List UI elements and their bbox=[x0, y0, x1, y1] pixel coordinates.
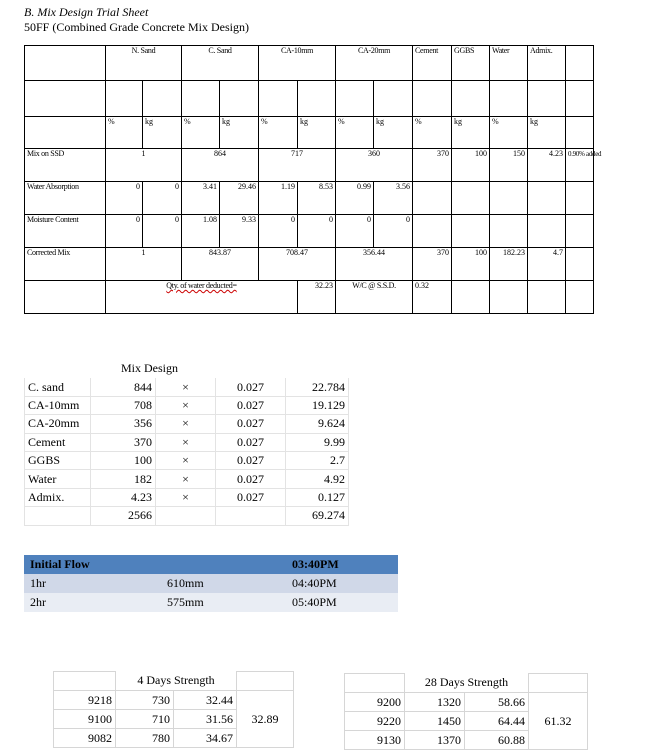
table-row bbox=[345, 693, 588, 712]
mix-design-factor: 0.027 bbox=[216, 396, 286, 414]
mix-design-name: CA-20mm bbox=[25, 415, 91, 433]
qty-water-value: 32.23 bbox=[298, 281, 336, 314]
flow-time: 04:40PM bbox=[286, 574, 398, 593]
row-label: Corrected Mix bbox=[25, 248, 106, 281]
cell: 0 bbox=[106, 215, 143, 248]
mix-design-op: × bbox=[156, 378, 216, 396]
unit-cell: % bbox=[490, 117, 528, 149]
unit-cell: kg bbox=[452, 117, 490, 149]
unit-cell: kg bbox=[220, 117, 259, 149]
mix-design-factor: 0.027 bbox=[216, 470, 286, 488]
mix-design-qty: 100 bbox=[91, 451, 156, 469]
total-qty: 2566 bbox=[91, 507, 156, 525]
strength-28-title: 28 Days Strength bbox=[424, 675, 509, 690]
mix-design-name: CA-10mm bbox=[25, 396, 91, 414]
table-row bbox=[25, 396, 349, 414]
unit-cell: kg bbox=[143, 117, 182, 149]
flow-value: 610mm bbox=[161, 574, 286, 593]
mix-design-qty: 356 bbox=[91, 415, 156, 433]
cell: 0 bbox=[106, 182, 143, 215]
table-row bbox=[25, 415, 349, 433]
cell: 60.88 bbox=[465, 731, 529, 750]
row-label: Water Absorption bbox=[25, 182, 106, 215]
cell: 710 bbox=[116, 710, 174, 729]
table-row bbox=[54, 691, 294, 710]
flow-header-value bbox=[161, 555, 286, 574]
unit-cell: % bbox=[106, 117, 143, 149]
cell: 0 bbox=[336, 215, 374, 248]
flow-value: 575mm bbox=[161, 593, 286, 612]
cell: 3.56 bbox=[374, 182, 413, 215]
mix-design-table bbox=[24, 359, 349, 526]
cell: 0 bbox=[143, 215, 182, 248]
cell: 0 bbox=[298, 215, 336, 248]
cell: 0 bbox=[259, 215, 298, 248]
mix-design-result: 19.129 bbox=[286, 396, 349, 414]
cell: 0 bbox=[143, 182, 182, 215]
cell: 150 bbox=[490, 149, 528, 182]
cell: 32.44 bbox=[174, 691, 237, 710]
cell: 356.44 bbox=[336, 248, 413, 281]
mix-design-op: × bbox=[156, 433, 216, 451]
cell: 1 bbox=[106, 248, 182, 281]
table-row bbox=[25, 451, 349, 469]
cell: 4.7 bbox=[528, 248, 566, 281]
cell: 9.33 bbox=[220, 215, 259, 248]
mix-design-result: 22.784 bbox=[286, 378, 349, 396]
cell: 370 bbox=[413, 149, 452, 182]
wc-label: W/C @ S.S.D. bbox=[336, 281, 413, 314]
mix-design-op: × bbox=[156, 415, 216, 433]
mix-design-title: Mix Design bbox=[91, 360, 286, 378]
flow-label: 1hr bbox=[24, 574, 161, 593]
material-header: CA-10mm bbox=[259, 46, 336, 81]
cell: 708.47 bbox=[259, 248, 336, 281]
cell: 370 bbox=[413, 248, 452, 281]
table-row bbox=[25, 182, 594, 215]
mix-design-op: × bbox=[156, 451, 216, 469]
wc-value: 0.32 bbox=[413, 281, 452, 314]
cell: 1450 bbox=[405, 712, 465, 731]
cell: 3.41 bbox=[182, 182, 220, 215]
flow-table bbox=[24, 555, 398, 612]
table-row bbox=[24, 555, 398, 574]
flow-header-time: 03:40PM bbox=[286, 555, 398, 574]
table-row bbox=[25, 433, 349, 451]
cell: 9220 bbox=[345, 712, 405, 731]
cell: 1.08 bbox=[182, 215, 220, 248]
total-result: 69.274 bbox=[286, 507, 349, 525]
table-row bbox=[25, 248, 594, 281]
qty-water-label: Qty. of water deducted= bbox=[166, 281, 237, 290]
cell: 843.87 bbox=[182, 248, 259, 281]
cell: 9082 bbox=[54, 729, 116, 748]
mix-design-name: Water bbox=[25, 470, 91, 488]
material-header: Cement bbox=[413, 46, 452, 81]
mix-design-factor: 0.027 bbox=[216, 488, 286, 506]
cell: 9200 bbox=[345, 693, 405, 712]
mix-design-factor: 0.027 bbox=[216, 378, 286, 396]
cell: 9130 bbox=[345, 731, 405, 750]
mix-design-op: × bbox=[156, 470, 216, 488]
flow-label: 2hr bbox=[24, 593, 161, 612]
mix-design-op: × bbox=[156, 488, 216, 506]
cell: 34.67 bbox=[174, 729, 237, 748]
strength-4-title: 4 Days Strength bbox=[137, 673, 215, 688]
strength-4-days-table bbox=[53, 671, 294, 748]
unit-cell: % bbox=[259, 117, 298, 149]
mix-design-name: C. sand bbox=[25, 378, 91, 396]
mix-design-qty: 844 bbox=[91, 378, 156, 396]
table-row bbox=[25, 488, 349, 506]
sheet-subtitle: 50FF (Combined Grade Concrete Mix Design) bbox=[24, 20, 249, 34]
cell: 1370 bbox=[405, 731, 465, 750]
row-label: Mix on SSD bbox=[25, 149, 106, 182]
table-row bbox=[25, 149, 594, 182]
material-header: Water bbox=[490, 46, 528, 81]
material-header: N. Sand bbox=[106, 46, 182, 81]
strength-28-days-table bbox=[344, 673, 588, 750]
material-header: GGBS bbox=[452, 46, 490, 81]
unit-cell: % bbox=[336, 117, 374, 149]
mix-design-qty: 182 bbox=[91, 470, 156, 488]
flow-time: 05:40PM bbox=[286, 593, 398, 612]
cell: 31.56 bbox=[174, 710, 237, 729]
mix-design-result: 9.624 bbox=[286, 415, 349, 433]
cell: 360 bbox=[336, 149, 413, 182]
cell: 100 bbox=[452, 149, 490, 182]
table-row bbox=[25, 507, 349, 525]
mix-design-factor: 0.027 bbox=[216, 415, 286, 433]
cell: 29.46 bbox=[220, 182, 259, 215]
mix-design-result: 0.127 bbox=[286, 488, 349, 506]
unit-cell: kg bbox=[374, 117, 413, 149]
mix-design-name: Cement bbox=[25, 433, 91, 451]
cell: 730 bbox=[116, 691, 174, 710]
cell: 0 bbox=[374, 215, 413, 248]
strength-4-average: 32.89 bbox=[237, 691, 294, 748]
cell: 1 bbox=[106, 149, 182, 182]
unit-cell: kg bbox=[298, 117, 336, 149]
cell: 1.19 bbox=[259, 182, 298, 215]
mix-design-qty: 708 bbox=[91, 396, 156, 414]
cell: 717 bbox=[259, 149, 336, 182]
strength-28-average: 61.32 bbox=[529, 693, 588, 750]
cell: 182.23 bbox=[490, 248, 528, 281]
mix-design-result: 9.99 bbox=[286, 433, 349, 451]
material-header: C. Sand bbox=[182, 46, 259, 81]
table-row bbox=[25, 281, 594, 314]
table-row bbox=[24, 574, 398, 593]
mix-design-result: 2.7 bbox=[286, 451, 349, 469]
table-row bbox=[24, 593, 398, 612]
table-row bbox=[25, 378, 349, 396]
cell: 1320 bbox=[405, 693, 465, 712]
table-row bbox=[25, 470, 349, 488]
mix-trial-table bbox=[24, 45, 602, 314]
row-label: Moisture Content bbox=[25, 215, 106, 248]
cell: 4.23 bbox=[528, 149, 566, 182]
mix-design-qty: 4.23 bbox=[91, 488, 156, 506]
unit-cell: % bbox=[182, 117, 220, 149]
mix-design-factor: 0.027 bbox=[216, 451, 286, 469]
cell: 8.53 bbox=[298, 182, 336, 215]
unit-cell: % bbox=[413, 117, 452, 149]
cell: 0.90% added bbox=[566, 149, 594, 182]
cell: 9218 bbox=[54, 691, 116, 710]
flow-header-label: Initial Flow bbox=[24, 555, 161, 574]
unit-cell: kg bbox=[528, 117, 566, 149]
cell: 58.66 bbox=[465, 693, 529, 712]
mix-design-factor: 0.027 bbox=[216, 433, 286, 451]
cell: 64.44 bbox=[465, 712, 529, 731]
cell: 100 bbox=[452, 248, 490, 281]
cell: 0.99 bbox=[336, 182, 374, 215]
section-title: B. Mix Design Trial Sheet bbox=[24, 5, 149, 19]
cell: 864 bbox=[182, 149, 259, 182]
mix-design-qty: 370 bbox=[91, 433, 156, 451]
cell: 9100 bbox=[54, 710, 116, 729]
mix-design-op: × bbox=[156, 396, 216, 414]
corner-cell bbox=[25, 46, 106, 81]
mix-design-name: Admix. bbox=[25, 488, 91, 506]
mix-design-name: GGBS bbox=[25, 451, 91, 469]
mix-design-result: 4.92 bbox=[286, 470, 349, 488]
material-header: CA-20mm bbox=[336, 46, 413, 81]
table-row bbox=[25, 215, 594, 248]
material-header: Admix. bbox=[528, 46, 566, 81]
cell: 780 bbox=[116, 729, 174, 748]
